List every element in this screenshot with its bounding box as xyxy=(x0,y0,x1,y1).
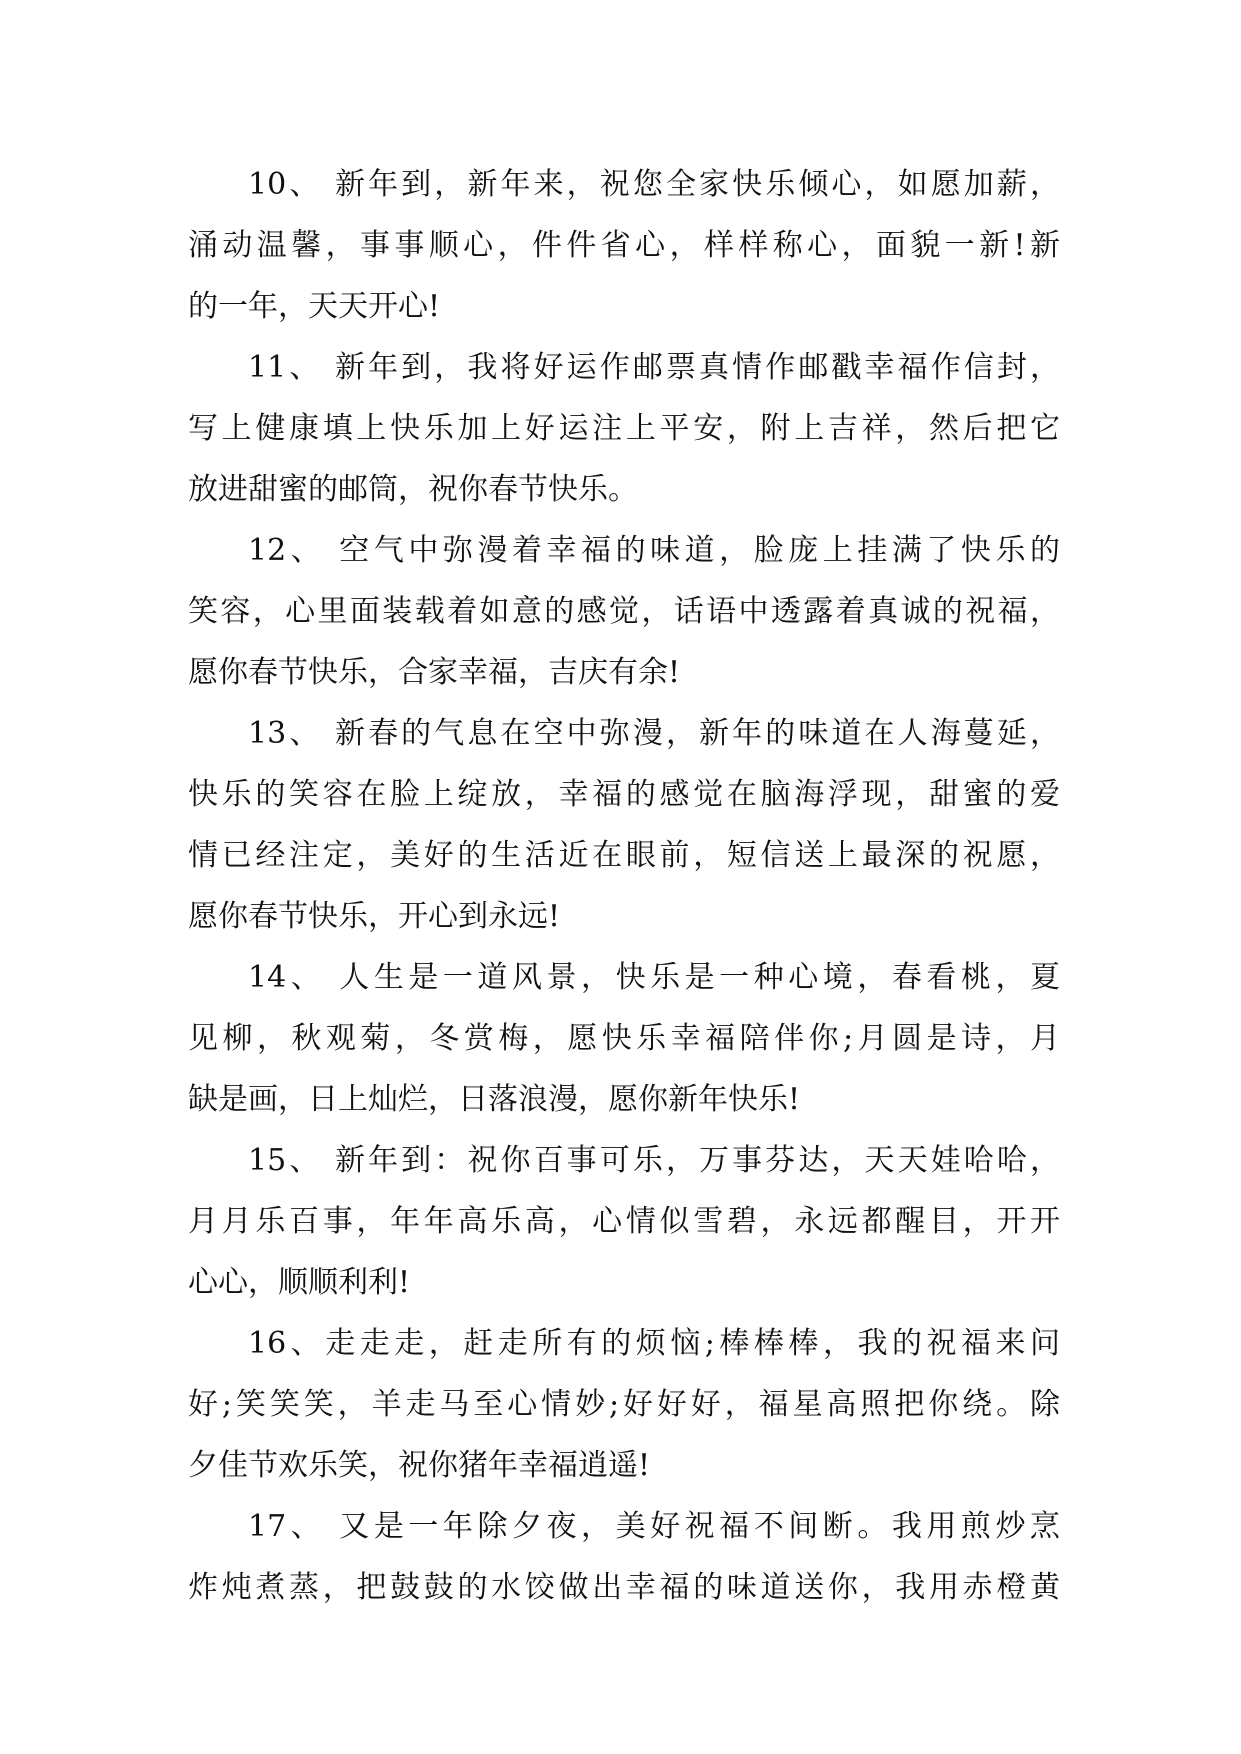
paragraph-line: 好;笑笑笑，羊走马至心情妙;好好好，福星高照把你绕。除 xyxy=(188,1387,1060,1422)
paragraph-16 xyxy=(188,1313,1060,1496)
paragraph-line: 月月乐百事，年年高乐高，心情似雪碧，永远都醒目，开开 xyxy=(188,1204,1060,1239)
paragraph-14 xyxy=(188,947,1060,1130)
paragraph-line: 写上健康填上快乐加上好运注上平安，附上吉祥，然后把它 xyxy=(188,411,1060,446)
paragraph-line: 17、 又是一年除夕夜，美好祝福不间断。我用煎炒烹 xyxy=(248,1509,1060,1544)
paragraph-line: 见柳，秋观菊，冬赏梅，愿快乐幸福陪伴你;月圆是诗，月 xyxy=(188,1021,1060,1056)
paragraph-line: 13、 新春的气息在空中弥漫，新年的味道在人海蔓延， xyxy=(248,716,1060,751)
document-body xyxy=(188,154,1060,1618)
paragraph-line: 放进甜蜜的邮筒，祝你春节快乐。 xyxy=(188,472,638,507)
paragraph-line: 炸炖煮蒸，把鼓鼓的水饺做出幸福的味道送你，我用赤橙黄 xyxy=(188,1570,1060,1605)
paragraph-17 xyxy=(188,1496,1060,1618)
paragraph-line: 16、走走走，赶走所有的烦恼;棒棒棒，我的祝福来问 xyxy=(248,1326,1060,1361)
paragraph-11 xyxy=(188,337,1060,520)
paragraph-line: 10、 新年到，新年来，祝您全家快乐倾心，如愿加薪， xyxy=(248,167,1060,202)
paragraph-10 xyxy=(188,154,1060,337)
paragraph-line: 缺是画，日上灿烂，日落浪漫，愿你新年快乐! xyxy=(188,1082,801,1117)
paragraph-line: 11、 新年到，我将好运作邮票真情作邮戳幸福作信封， xyxy=(248,350,1060,385)
paragraph-line: 心心，顺顺利利! xyxy=(188,1265,411,1300)
paragraph-15 xyxy=(188,1130,1060,1313)
paragraph-12 xyxy=(188,520,1060,703)
paragraph-line: 情已经注定，美好的生活近在眼前，短信送上最深的祝愿， xyxy=(188,838,1060,873)
paragraph-line: 笑容，心里面装载着如意的感觉，话语中透露着真诚的祝福， xyxy=(188,594,1060,629)
paragraph-line: 14、 人生是一道风景，快乐是一种心境，春看桃，夏 xyxy=(248,960,1060,995)
paragraph-line: 愿你春节快乐，开心到永远! xyxy=(188,899,561,934)
paragraph-line: 涌动温馨，事事顺心，件件省心，样样称心，面貌一新!新 xyxy=(188,228,1060,263)
paragraph-13 xyxy=(188,703,1060,947)
paragraph-line: 快乐的笑容在脸上绽放，幸福的感觉在脑海浮现，甜蜜的爱 xyxy=(188,777,1060,812)
paragraph-line: 愿你春节快乐，合家幸福，吉庆有余! xyxy=(188,655,681,690)
paragraph-line: 15、 新年到：祝你百事可乐，万事芬达，天天娃哈哈， xyxy=(248,1143,1060,1178)
paragraph-line: 12、 空气中弥漫着幸福的味道，脸庞上挂满了快乐的 xyxy=(248,533,1060,568)
paragraph-line: 夕佳节欢乐笑，祝你猪年幸福逍遥! xyxy=(188,1448,651,1483)
paragraph-line: 的一年，天天开心! xyxy=(188,289,441,324)
